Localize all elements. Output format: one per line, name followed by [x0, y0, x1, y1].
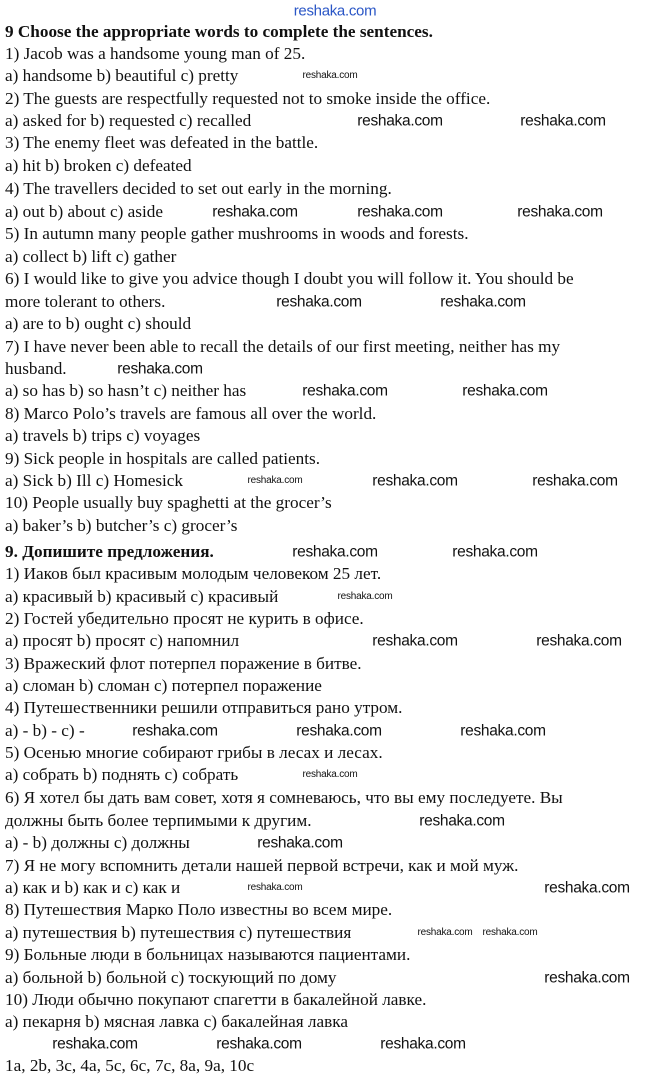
- exercise-title: 9. Допишите предложения.: [5, 542, 214, 561]
- text-line: husband.: [5, 359, 67, 378]
- text-line: 5) In autumn many people gather mushrooms in woods and forests.: [5, 224, 469, 243]
- text-line: 10) People usually buy spaghetti at the grocer’s: [5, 493, 332, 512]
- watermark: reshaka.com: [372, 632, 458, 650]
- text-line: 8) Marco Polo’s travels are famous all over the world.: [5, 404, 377, 423]
- watermark: reshaka.com: [132, 722, 218, 740]
- watermark: reshaka.com: [257, 834, 343, 852]
- text-line: 5) Осенью многие собирают грибы в лесах и лесах.: [5, 743, 383, 762]
- text-line: a) handsome b) beautiful c) pretty: [5, 66, 239, 85]
- watermark: reshaka.com: [247, 475, 303, 486]
- watermark: reshaka.com: [293, 2, 377, 20]
- watermark: reshaka.com: [302, 769, 358, 780]
- text-line: 7) I have never been able to recall the details of our first meeting, neither has my: [5, 337, 561, 356]
- watermark: reshaka.com: [544, 879, 630, 897]
- watermark: reshaka.com: [520, 112, 606, 130]
- text-line: a) travels b) trips c) voyages: [5, 426, 201, 445]
- watermark: reshaka.com: [544, 969, 630, 987]
- text-line: 6) I would like to give you advice though I doubt you will follow it. You should be: [5, 269, 574, 288]
- watermark: reshaka.com: [372, 472, 458, 490]
- watermark: reshaka.com: [452, 543, 538, 561]
- watermark: reshaka.com: [276, 293, 362, 311]
- text-line: a) Sick b) Ill c) Homesick: [5, 471, 184, 490]
- text-line: а) собрать b) поднять c) собрать: [5, 765, 239, 784]
- watermark: reshaka.com: [216, 1035, 302, 1053]
- text-line: 4) The travellers decided to set out early in the morning.: [5, 179, 392, 198]
- text-line: 3) The enemy fleet was defeated in the battle.: [5, 133, 319, 152]
- text-line: а) сломан b) сломан c) потерпел поражение: [5, 676, 322, 695]
- watermark: reshaka.com: [536, 632, 622, 650]
- watermark: reshaka.com: [212, 203, 298, 221]
- text-line: 2) The guests are respectfully requested not to smoke inside the office.: [5, 89, 491, 108]
- text-line: а) - b) - c) -: [5, 721, 85, 740]
- text-line: а) пекарня b) мясная лавка c) бакалейная лавка: [5, 1012, 348, 1031]
- watermark: reshaka.com: [460, 722, 546, 740]
- watermark: reshaka.com: [357, 203, 443, 221]
- text-line: 4) Путешественники решили отправиться рано утром.: [5, 698, 403, 717]
- text-line: 8) Путешествия Марко Поло известны во всем мире.: [5, 900, 393, 919]
- text-line: 9) Sick people in hospitals are called patients.: [5, 449, 321, 468]
- text-line: а) красивый b) красивый c) красивый: [5, 587, 279, 606]
- watermark: reshaka.com: [292, 543, 378, 561]
- text-line: a) are to b) ought c) should: [5, 314, 192, 333]
- text-line: a) asked for b) requested c) recalled: [5, 111, 252, 130]
- watermark: reshaka.com: [302, 70, 358, 81]
- text-line: 2) Гостей убедительно просят не курить в офисе.: [5, 609, 364, 628]
- watermark: reshaka.com: [419, 812, 505, 830]
- text-line: 1) Jacob was a handsome young man of 25.: [5, 44, 306, 63]
- text-line: a) baker’s b) butcher’s c) grocer’s: [5, 516, 238, 535]
- watermark: reshaka.com: [532, 472, 618, 490]
- text-line: 10) Люди обычно покупают спагетти в бакалейной лавке.: [5, 990, 427, 1009]
- watermark: reshaka.com: [417, 927, 473, 938]
- text-line: a) out b) about c) aside: [5, 202, 163, 221]
- answer-key: 1a, 2b, 3c, 4a, 5c, 6c, 7c, 8a, 9a, 10c: [5, 1056, 255, 1075]
- text-line: a) so has b) so hasn’t c) neither has: [5, 381, 247, 400]
- text-line: а) как и b) как и c) как и: [5, 878, 181, 897]
- watermark: reshaka.com: [517, 203, 603, 221]
- watermark: reshaka.com: [247, 882, 303, 893]
- text-line: 9) Больные люди в больницах называются пациентами.: [5, 945, 411, 964]
- text-line: 1) Иаков был красивым молодым человеком 25 лет.: [5, 564, 382, 583]
- watermark: reshaka.com: [302, 382, 388, 400]
- watermark: reshaka.com: [52, 1035, 138, 1053]
- text-line: а) путешествия b) путешествия c) путешествия: [5, 923, 352, 942]
- watermark: reshaka.com: [296, 722, 382, 740]
- text-line: 7) Я не могу вспомнить детали нашей первой встречи, как и мой муж.: [5, 856, 519, 875]
- watermark: reshaka.com: [357, 112, 443, 130]
- watermark: reshaka.com: [380, 1035, 466, 1053]
- text-line: more tolerant to others.: [5, 292, 166, 311]
- text-line: 3) Вражеский флот потерпел поражение в битве.: [5, 654, 362, 673]
- text-line: а) больной b) больной c) тоскующий по дому: [5, 968, 337, 987]
- exercise-title: 9 Choose the appropriate words to complete the sentences.: [5, 22, 433, 41]
- text-line: 6) Я хотел бы дать вам совет, хотя я сомневаюсь, что вы ему последуете. Вы: [5, 788, 563, 807]
- watermark: reshaka.com: [117, 360, 203, 378]
- text-line: должны быть более терпимыми к другим.: [5, 811, 312, 830]
- text-line: а) просят b) просят c) напомнил: [5, 631, 240, 650]
- text-line: а) - b) должны c) должны: [5, 833, 190, 852]
- watermark: reshaka.com: [337, 591, 393, 602]
- watermark: reshaka.com: [440, 293, 526, 311]
- watermark: reshaka.com: [482, 927, 538, 938]
- text-line: a) collect b) lift c) gather: [5, 247, 177, 266]
- watermark: reshaka.com: [462, 382, 548, 400]
- text-line: a) hit b) broken c) defeated: [5, 156, 192, 175]
